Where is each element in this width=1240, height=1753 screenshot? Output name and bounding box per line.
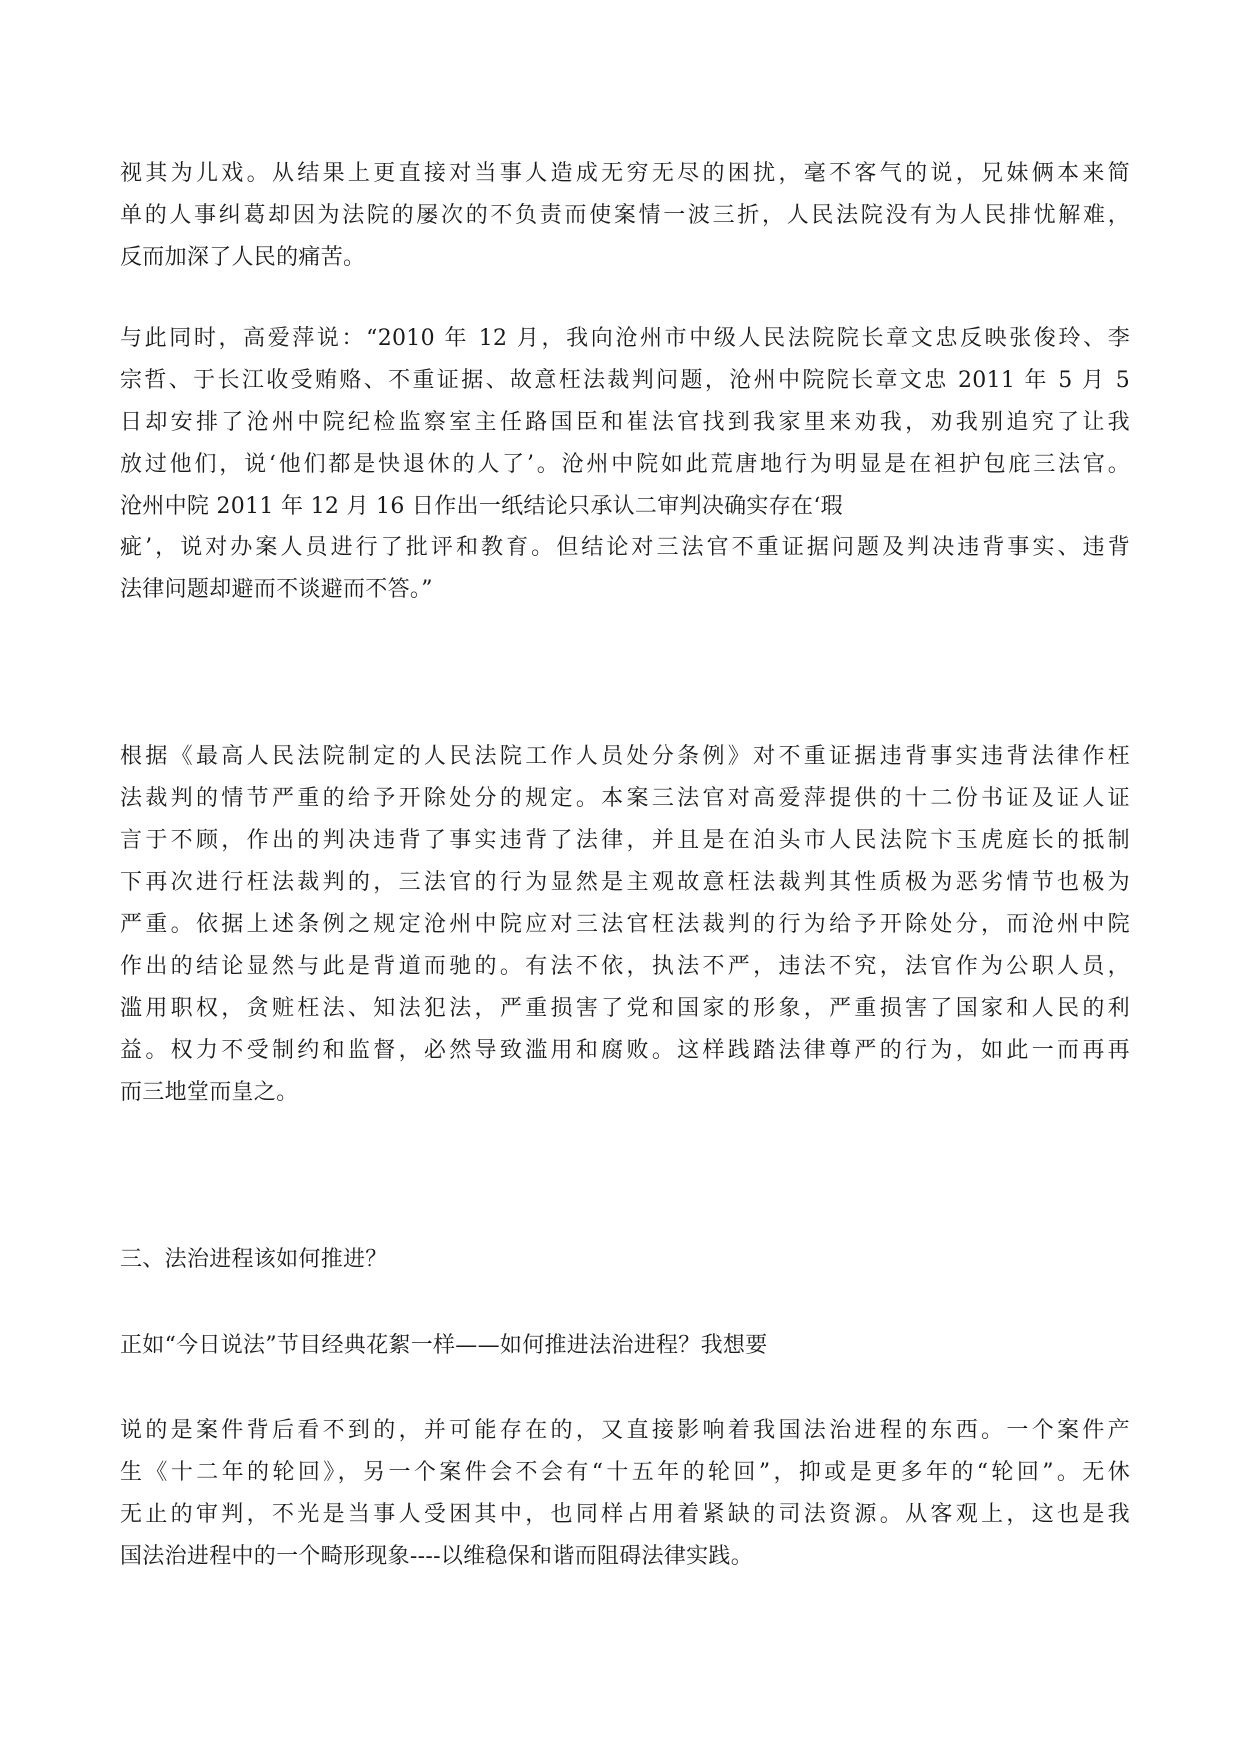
text-line: 下再次进行枉法裁判的，三法官的行为显然是主观故意枉法裁判其性质极为恶劣情节也极为: [120, 870, 1130, 895]
text-line: 言于不顾，作出的判决违背了事实违背了法律，并且是在泊头市人民法院卞玉虎庭长的抵制: [120, 828, 1130, 853]
paragraph-cycle-of-trials: [120, 1410, 1130, 1578]
text-line: 法裁判的情节严重的给予开除处分的规定。本案三法官对高爱萍提供的十二份书证及证人证: [120, 786, 1130, 811]
paragraph-today-law-intro: [120, 1325, 1130, 1367]
text-line: 放过他们，说‘他们都是快退休的人了’。沧州中院如此荒唐地行为明显是在袒护包庇三法官。: [120, 452, 1130, 477]
text-line: 视其为儿戏。从结果上更直接对当事人造成无穷无尽的困扰，毫不客气的说，兄妹俩本来简: [120, 161, 1130, 186]
text-line: 益。权力不受制约和监督，必然导致滥用和腐败。这样践踏法律尊严的行为，如此一而再再: [120, 1038, 1130, 1063]
text-line: 法律问题却避而不谈避而不答。”: [120, 577, 433, 602]
text-line: 而三地堂而皇之。: [120, 1080, 299, 1105]
text-line: 三、法治进程该如何推进？: [120, 1247, 388, 1272]
text-line: 日却安排了沧州中院纪检监察室主任路国臣和崔法官找到我家里来劝我，劝我别追究了让我: [120, 410, 1130, 435]
text-line: 生《十二年的轮回》，另一个案件会不会有“十五年的轮回”，抑或是更多年的“轮回”。无休: [120, 1460, 1130, 1485]
text-line: 滥用职权，贪赃枉法、知法犯法，严重损害了党和国家的形象，严重损害了国家和人民的利: [120, 996, 1130, 1021]
text-line: 说的是案件背后看不到的，并可能存在的，又直接影响着我国法治进程的东西。一个案件产: [120, 1418, 1130, 1443]
text-line: 反而加深了人民的痛苦。: [120, 245, 366, 270]
paragraph-regulations: [120, 736, 1130, 1114]
text-line: 宗哲、于长江收受贿赂、不重证据、故意枉法裁判问题，沧州中院院长章文忠 2011 年 5 月 5: [120, 368, 1130, 393]
text-line: 国法治进程中的一个畸形现象----以维稳保和谐而阻碍法律实践。: [120, 1544, 754, 1569]
text-line: 正如“今日说法”节目经典花絮一样——如何推进法治进程？我想要: [120, 1333, 768, 1358]
text-line: 无止的审判，不光是当事人受困其中，也同样占用着紧缺的司法资源。从客观上，这也是我: [120, 1502, 1130, 1527]
paragraph-statement-continued: [120, 527, 1130, 611]
text-line: 疵’，说对办案人员进行了批评和教育。但结论对三法官不重证据问题及判决违背事实、违背: [120, 535, 1130, 560]
text-line: 作出的结论显然与此是背道而驰的。有法不依，执法不严，违法不究，法官作为公职人员，: [120, 954, 1130, 979]
section-heading: [120, 1239, 1130, 1281]
text-line: 根据《最高人民法院制定的人民法院工作人员处分条例》对不重证据违背事实违背法律作枉: [120, 744, 1130, 769]
text-line: 与此同时，高爱萍说：“2010 年 12 月，我向沧州市中级人民法院院长章文忠反映张俊玲、李: [120, 326, 1130, 351]
text-line: 单的人事纠葛却因为法院的屡次的不负责而使案情一波三折，人民法院没有为人民排忧解难，: [120, 203, 1130, 228]
text-line: 沧州中院 2011 年 12 月 16 日作出一纸结论只承认二审判决确实存在‘瑕: [120, 494, 843, 519]
paragraph-gao-aiping-statement: [120, 318, 1130, 528]
paragraph-court-negligence: [120, 153, 1130, 279]
text-line: 严重。依据上述条例之规定沧州中院应对三法官枉法裁判的行为给予开除处分，而沧州中院: [120, 912, 1130, 937]
